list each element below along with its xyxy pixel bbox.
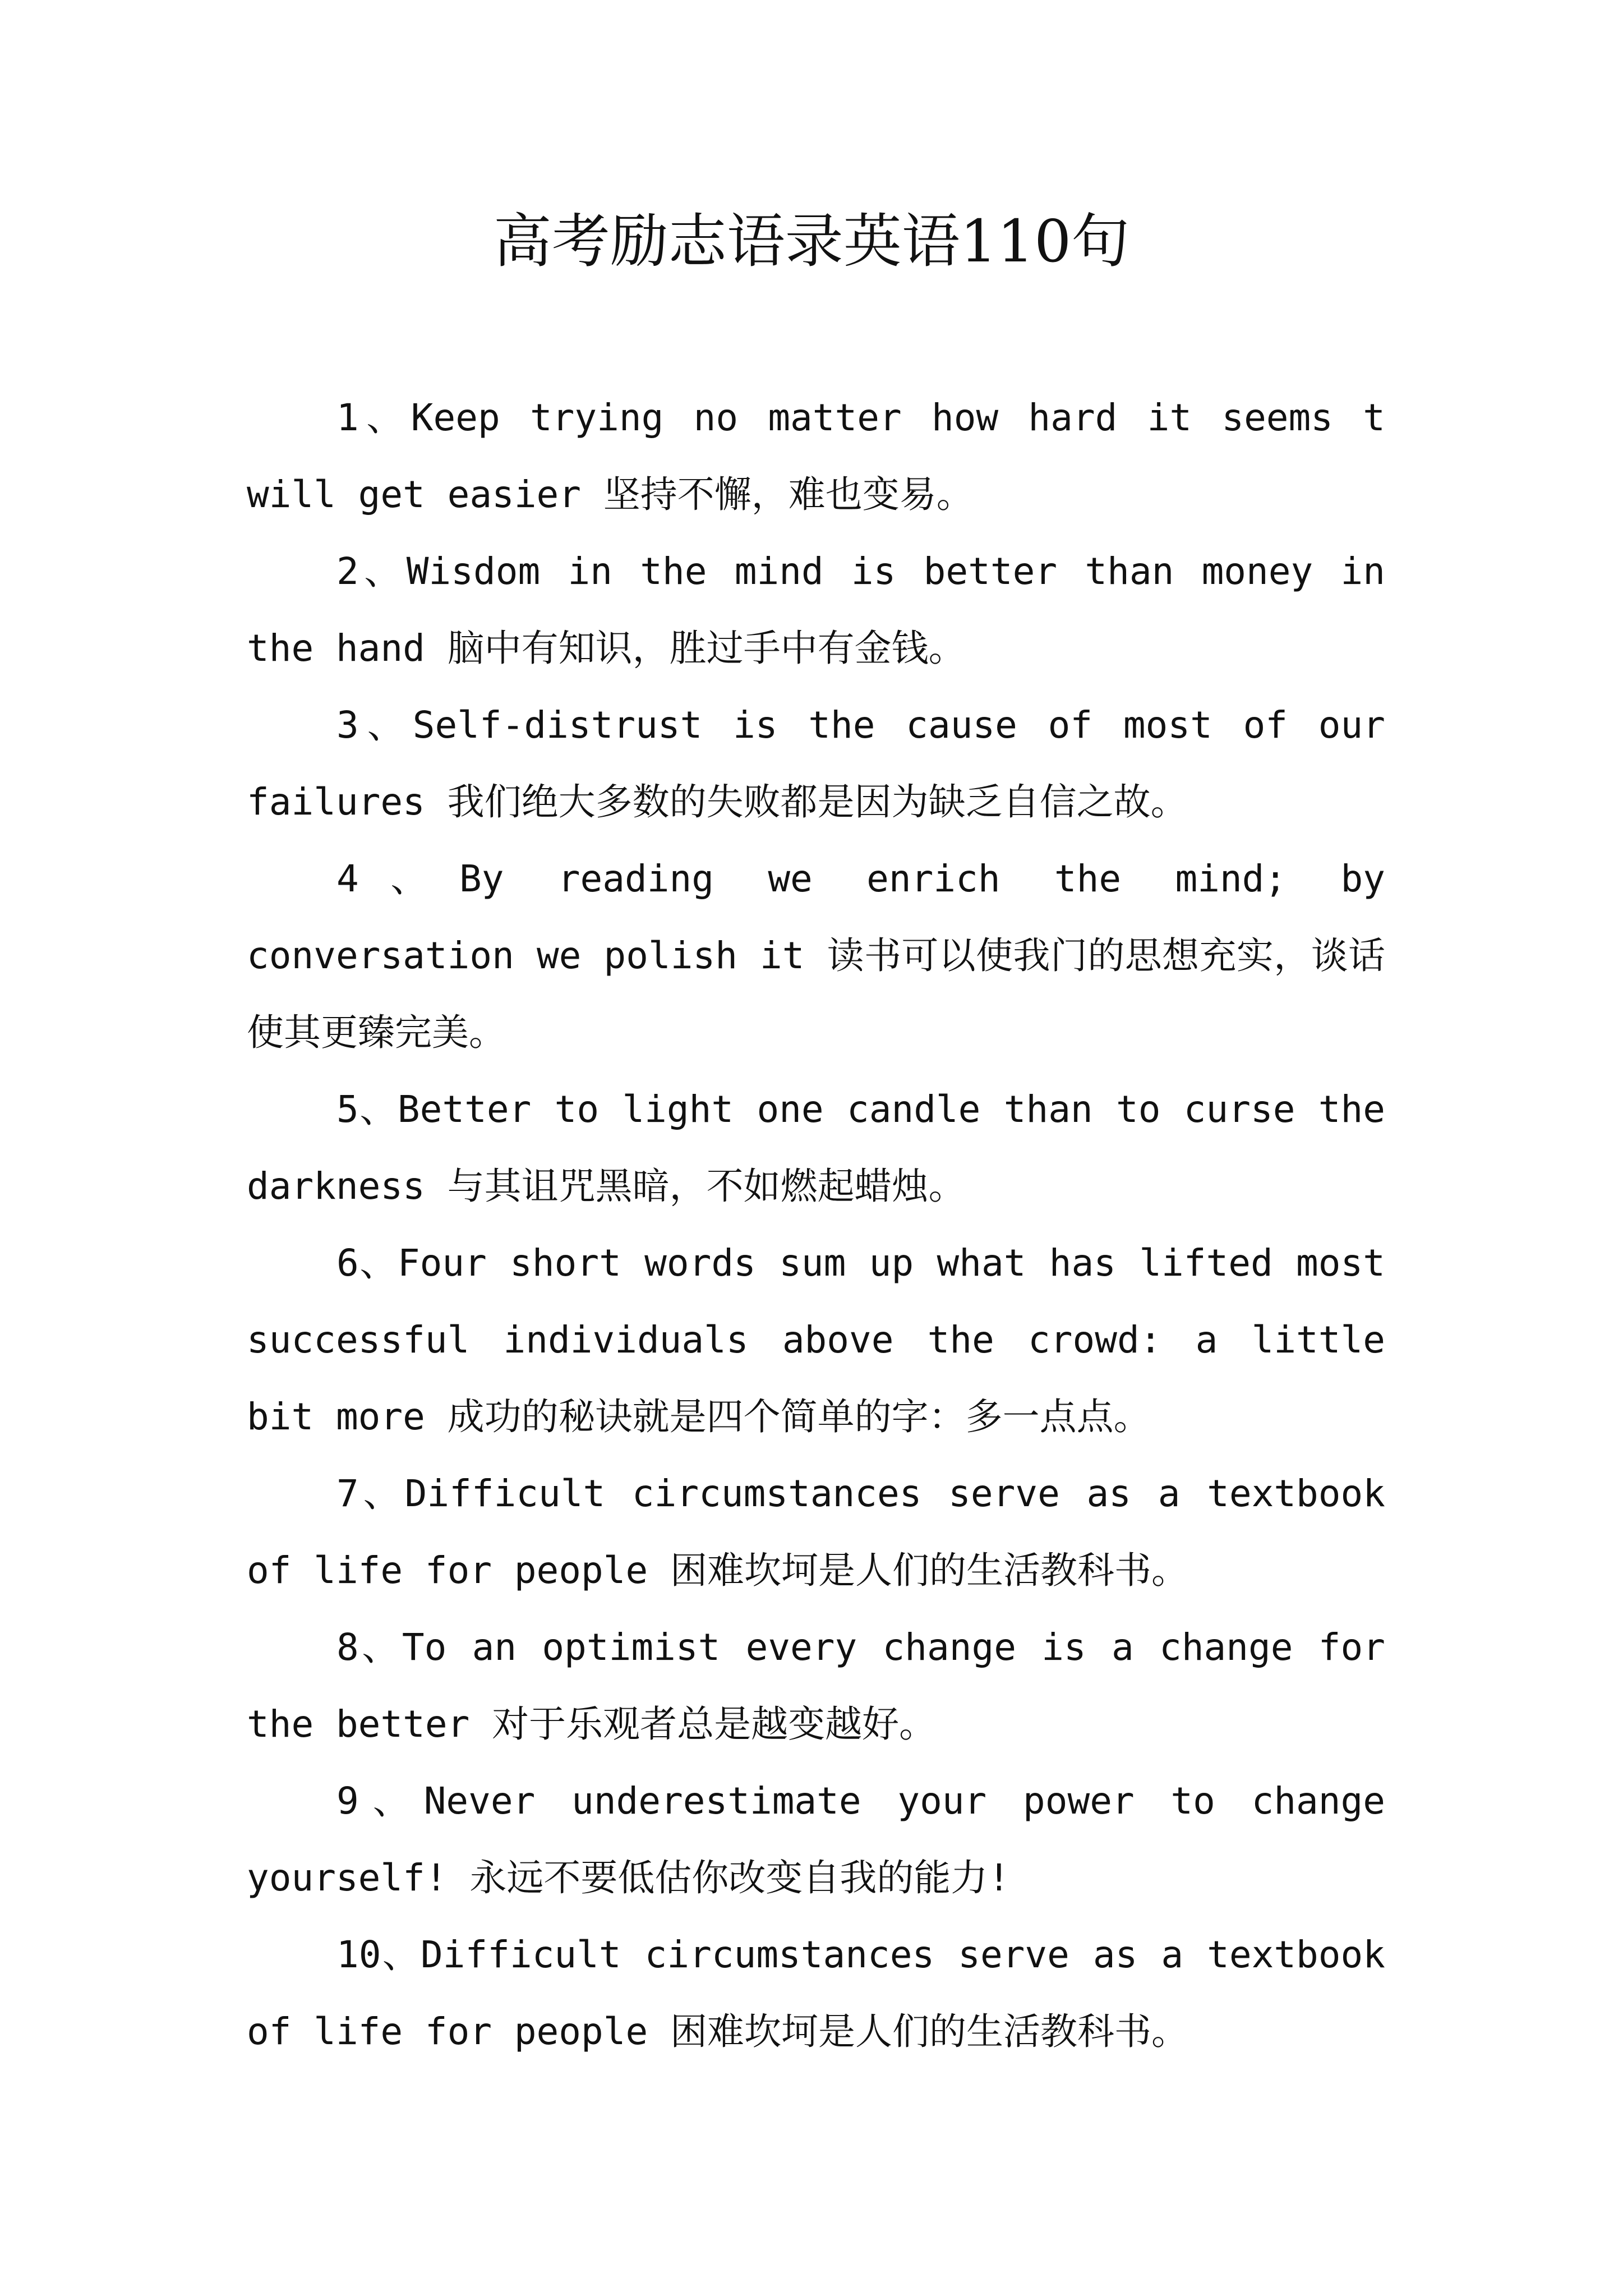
paragraph-5: 5、Better to light one candle than to curse the darkness 与其诅咒黑暗，不如燃起蜡烛。 <box>247 1088 1385 1208</box>
paragraph-3: 3、Self-distrust is the cause of most of our failures 我们绝大多数的失败都是因为缺乏自信之故。 <box>247 703 1385 823</box>
paragraph-8: 8、To an optimist every change is a change for the better 对于乐观者总是越变越好。 <box>247 1626 1385 1746</box>
paragraph-6: 6、Four short words sum up what has lifted most successful individuals above the crowd: a little bit more 成功的秘诀就是四个简单的字：多一点点。 <box>247 1241 1385 1438</box>
paragraph-9: 9、Never underestimate your power to change yourself! 永远不要低估你改变自我的能力! <box>247 1779 1385 1899</box>
document-title: 高考励志语录英语110句 <box>493 207 1130 275</box>
paragraph-2: 2、Wisdom in the mind is better than money in the hand 脑中有知识，胜过手中有金钱。 <box>247 550 1385 670</box>
document-body <box>247 379 1385 2070</box>
paragraph-1: 1、Keep trying no matter how hard it seems t will get easier 坚持不懈，难也变易。 <box>247 396 1385 516</box>
paragraph-7: 7、Difficult circumstances serve as a textbook of life for people 困难坎坷是人们的生活教科书。 <box>247 1472 1385 1592</box>
paragraph-10: 10、Difficult circumstances serve as a textbook of life for people 困难坎坷是人们的生活教科书。 <box>247 1933 1385 2053</box>
paragraph-4: 4、By reading we enrich the mind; by conversation we polish it 读书可以使我门的思想充实，谈话使其更臻完美。 <box>247 857 1385 1054</box>
